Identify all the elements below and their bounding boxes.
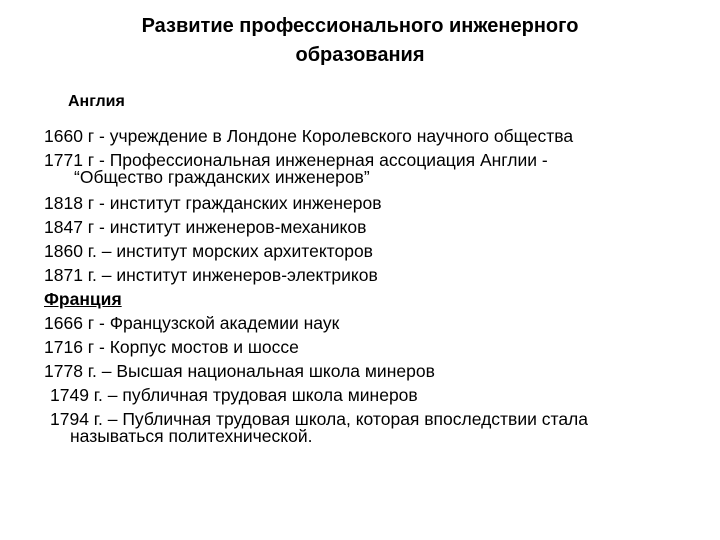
title-line-2: образования <box>295 44 425 66</box>
slide-title <box>60 12 660 70</box>
title-line-1: Развитие профессионального инженерного <box>141 15 579 37</box>
list-item: 1749 г. – публичная трудовая школа минеров <box>50 385 418 405</box>
list-item: 1871 г. – институт инженеров-электриков <box>44 265 378 285</box>
slide-body <box>44 90 704 446</box>
section-heading-france: Франция <box>44 289 122 309</box>
list-item: 1860 г. – институт морских архитекторов <box>44 241 373 261</box>
list-item: 1778 г. – Высшая национальная школа минеров <box>44 361 435 381</box>
list-item-continuation: “Общество гражданских инженеров” <box>74 167 370 187</box>
list-item: 1794 г. – Публичная трудовая школа, которая впоследствии стала <box>50 409 589 429</box>
list-item: 1847 г - институт инженеров-механиков <box>44 217 367 237</box>
list-item: 1818 г - институт гражданских инженеров <box>44 193 382 213</box>
section-heading-england: Англия <box>68 93 125 110</box>
list-item-continuation: называться политехнической. <box>70 426 313 446</box>
list-item: 1771 г - Профессиональная инженерная ассоциация Англии - <box>44 150 548 170</box>
list-item: 1716 г - Корпус мостов и шоссе <box>44 337 299 357</box>
list-item: 1660 г - учреждение в Лондоне Королевского научного общества <box>44 126 574 146</box>
list-item: 1666 г - Французской академии наук <box>44 313 340 333</box>
